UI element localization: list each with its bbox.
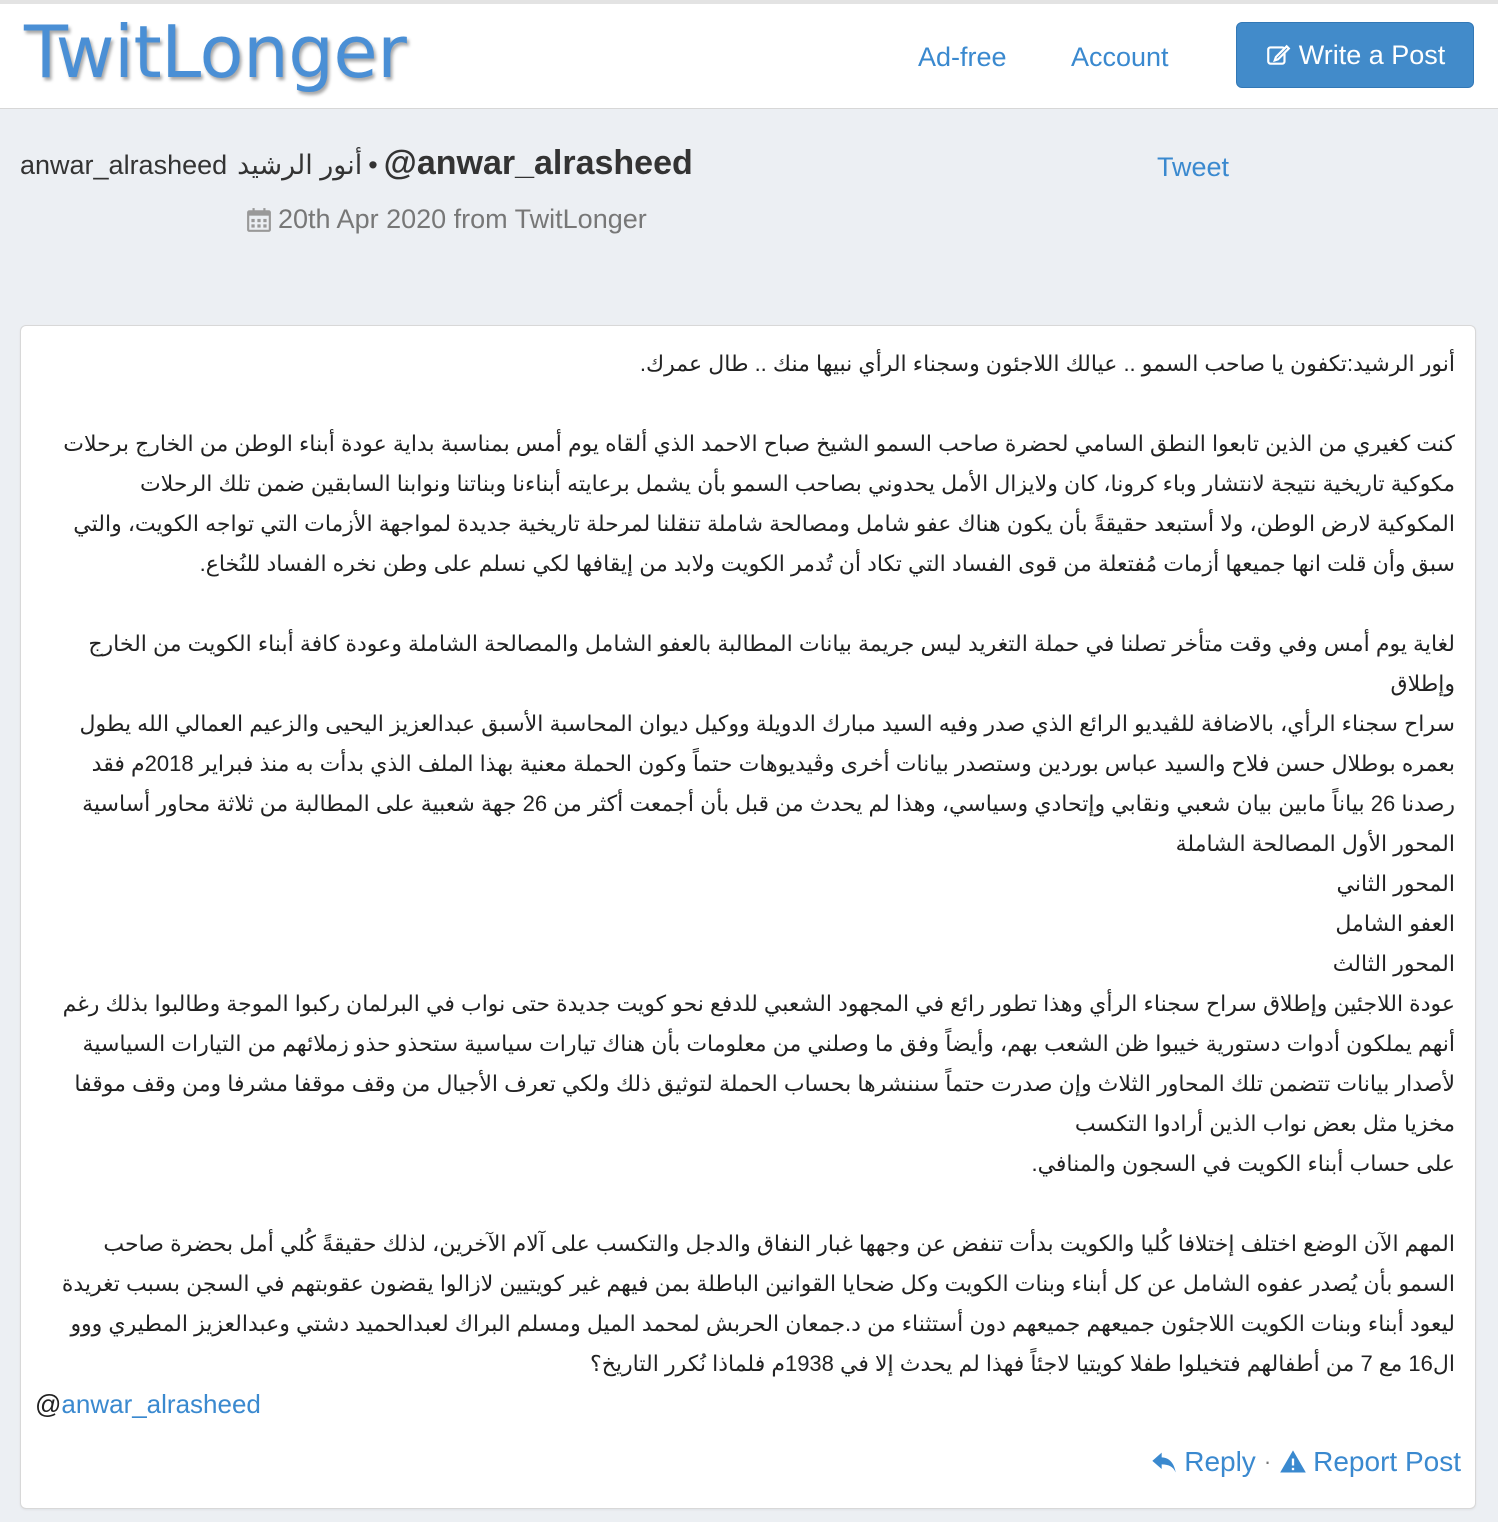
post-line: أنهم يملكون أدوات دستورية خيبوا ظن الشعب بهم، وأيضاً وفق ما وصلني من معلومات بأن هناك تيارات سياسية ستحذو حذو زملائهم من التيارات السياسية [82, 1031, 1455, 1056]
reply-label: Reply [1184, 1446, 1256, 1477]
post-line: المهم الآن الوضع اختلف إختلافا كُليا والكويت بدأت تنفض عن وجهها غبار النفاق والدجل والتكسب على آلام الآخرين، لذلك حقيقةً كُلي أمل بحضرة صاحب [103, 1231, 1455, 1256]
post-line: لأصدار بيانات تتضمن تلك المحاور الثلاث وإن صدرت حتماً سننشرها بحساب الحملة لتوثيق ذلك ولكي تعرف الأجيال من وقف موقفا مشرفا ومن وقف موقفا [74, 1071, 1455, 1096]
post-date [246, 204, 647, 235]
post-line: لغاية يوم أمس وفي وقت متأخر تصلنا في حملة التغريد ليس جريمة بيانات المطالبة بالعفو الشامل والمصالحة الشاملة وعودة كافة أبناء الكويت من الخارج وإطلاق [88, 631, 1455, 696]
write-post-label: Write a Post [1298, 39, 1446, 70]
post-mention [35, 1384, 1455, 1424]
post-line: ليعود أبناء وبنات الكويت اللاجئون جميعهم جميعهم دون أستثناء من د.جمعان الحربش لمحمد الميل ومسلم البراك لعبدالحميد دشتي وعبدالعزيز المطيري ووو [70, 1311, 1455, 1336]
post-line: عودة اللاجئين وإطلاق سراح سجناء الرأي وهذا تطور رائع في المجهود الشعبي للدفع نحو كويت جديدة حتى نواب في البرلمان ركبوا الموجة وطالبوا بذلك رغم [62, 991, 1455, 1016]
author-display-name: أنور الرشيد [237, 150, 363, 180]
post-line: مكوكية تاريخية نتيجة لانتشار وباء كرونا، كان ولايزال الأمل يحدوني بصاحب السمو بأن يشمل برعايته أبناءنا وبناتنا ونوابنا السابقين ضمن تلك الرحلات [140, 471, 1455, 496]
post-line: رصدنا 26 بياناً مابين بيان شعبي ونقابي وإتحادي وسياسي، وهذا لم يحدث من قبل بأن أجمعت أكثر من 26 جهة شعبية على المطالبة من ثلاثة محاور أساسية [82, 791, 1455, 816]
post-line: مخزيا مثل بعض نواب الذين أرادوا التكسب [1074, 1111, 1455, 1136]
author-row [20, 144, 693, 192]
nav-account-link[interactable]: Account [1071, 42, 1169, 72]
mention-prefix: @ [35, 1389, 62, 1419]
post-line: سبق وأن قلت انها جميعها أزمات مُفتعلة من قوى الفساد التي تكاد أن تُدمر الكويت ولابد من إيقافها لكي نسلم على وطن نخره الفساد للنُخاع. [199, 551, 1455, 576]
site-header [0, 4, 1498, 109]
tweet-link[interactable]: Tweet [1157, 152, 1230, 182]
post-line: سراح سجناء الرأي، بالاضافة للڤيديو الرائع الذي صدر وفيه السيد مبارك الدويلة ووكيل ديوان المحاسبة الأسبق عبدالعزيز اليحيى والزعيم العمالي الله يطول [79, 711, 1455, 736]
edit-icon [1265, 42, 1291, 68]
actions-separator: · [1263, 1449, 1272, 1474]
post-line: المحور الأول المصالحة الشاملة [1175, 831, 1455, 856]
author-username: anwar_alrasheed [20, 150, 228, 180]
nav-adfree-link[interactable]: Ad-free [918, 42, 1007, 72]
warning-icon [1279, 1448, 1307, 1476]
post-line: المكوكية لارض الوطن، ولا أستبعد حقيقةً بأن يكون هناك عفو شامل ومصالحة شاملة تنقلنا لمرحلة تاريخية جديدة لمواجهة الأزمات التي تواجه الكويت، والتي [73, 511, 1455, 536]
reply-icon [1150, 1448, 1178, 1476]
post-line: العفو الشامل [1335, 911, 1455, 936]
post-card [20, 325, 1476, 1509]
post-body [35, 344, 1455, 1424]
author-handle-link[interactable]: @anwar_alrasheed [383, 144, 693, 182]
post-line: بعمره بوطلال حسن فلاح والسيد عباس بوردين وستصدر بيانات أخرى وڤيديوهات حتماً وكون الحملة معنية بهذا الملف الذي بدأت به منذ فبراير 2018م فقد [91, 751, 1455, 776]
reply-button[interactable] [1150, 1446, 1256, 1478]
post-line: السمو بأن يُصدر عفوه الشامل عن كل أبناء وبنات الكويت وكل ضحايا القوانين الباطلة بمن فيهم غير كويتيين لازالوا يقضون عقوبتهم في السجن بسبب تغريدة [61, 1271, 1455, 1296]
post-line: أنور الرشيد:تكفون يا صاحب السمو .. عيالك اللاجئون وسجناء الرأي نبيها منك .. طال عمرك. [639, 351, 1455, 376]
post-line: على حساب أبناء الكويت في السجون والمنافي. [1031, 1151, 1455, 1176]
report-post-button[interactable] [1279, 1446, 1461, 1478]
post-line: المحور الثالث [1332, 951, 1455, 976]
post-line: ال16 مع 7 من أطفالهم فتخيلوا طفلا كويتيا لاجئاً فهذا لم يحدث إلا في 1938م فلماذا نُكرر التاريخ؟ [590, 1351, 1455, 1376]
post-actions [1150, 1446, 1461, 1478]
calendar-icon [246, 207, 272, 233]
author-separator: • [368, 150, 378, 180]
post-line: المحور الثاني [1336, 871, 1455, 896]
post-line: كنت كغيري من الذين تابعوا النطق السامي لحضرة صاحب السمو الشيخ صباح الاحمد الذي ألقاه يوم أمس بمناسبة بداية عودة أبناء الوطن من الخارج برحلات [63, 431, 1455, 456]
site-logo[interactable]: TwitLonger [24, 10, 407, 94]
report-post-label: Report Post [1313, 1446, 1461, 1477]
mention-link[interactable]: anwar_alrasheed [61, 1389, 261, 1419]
write-post-button[interactable] [1236, 22, 1474, 88]
post-date-text: 20th Apr 2020 from TwitLonger [278, 204, 647, 234]
